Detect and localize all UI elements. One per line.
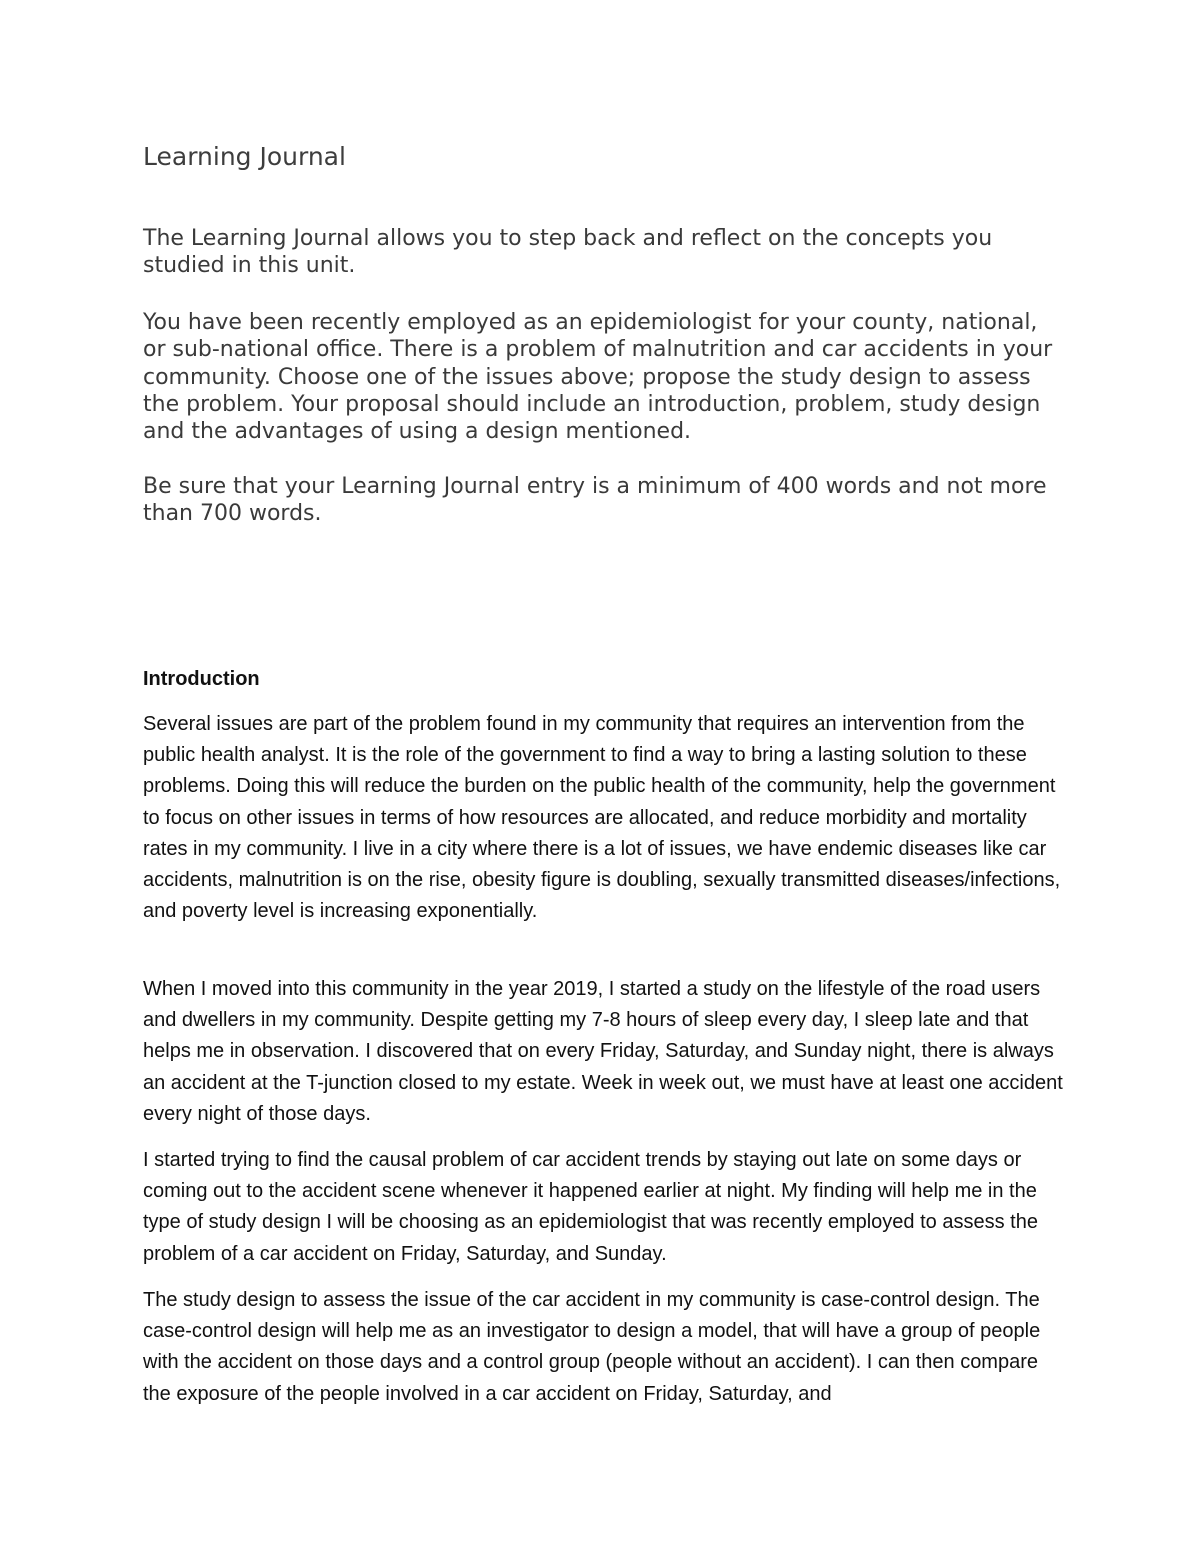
- prompt-paragraph-task: You have been recently employed as an epidemiologist for your county, national, or sub-national office. There is a problem of malnutrition and car accidents in your community. Choose one of the issues above; propose the study design to assess the problem. Your proposal should include an introduction, problem, study design and the advantages of using a design mentioned.: [143, 310, 1053, 445]
- section-heading-introduction: Introduction: [143, 668, 260, 690]
- body-paragraph: The study design to assess the issue of the car accident in my community is case-control design. The case-control design will help me as an investigator to design a model, that will have a group of people with the accident on those days and a control group (people without an accident). I can then compare the exposure of the people involved in a car accident on Friday, Saturday, and: [143, 1289, 1041, 1405]
- body-paragraph: When I moved into this community in the year 2019, I started a study on the lifestyle of the road users and dwellers in my community. Despite getting my 7-8 hours of sleep every day, I sleep late and that helps me in observation. I discovered that on every Friday, Saturday, and Sunday night, there is always an accident at the T-junction closed to my estate. Week in week out, we must have at least one accident every night of those days.: [143, 978, 1063, 1125]
- body-paragraph: I started trying to find the causal problem of car accident trends by staying out late on some days or coming out to the accident scene whenever it happened earlier at night. My finding will help me in the type of study design I will be choosing as an epidemiologist that was recently employed to assess the problem of a car accident on Friday, Saturday, and Sunday.: [143, 1149, 1038, 1265]
- body-paragraph: Several issues are part of the problem found in my community that requires an intervention from the public health analyst. It is the role of the government to find a way to bring a lasting solution to these problems. Doing this will reduce the burden on the public health of the community, help the government to focus on other issues in terms of how resources are allocated, and reduce morbidity and mortality rates in my community. I live in a city where there is a lot of issues, we have endemic diseases like car accidents, malnutrition is on the rise, obesity figure is doubling, sexually transmitted diseases/infections, and poverty level is increasing exponentially.: [143, 713, 1061, 923]
- page-title: Learning Journal: [143, 142, 346, 171]
- prompt-paragraph-intro: The Learning Journal allows you to step back and reflect on the concepts you studied in this unit.: [143, 226, 993, 279]
- prompt-paragraph-word-limit: Be sure that your Learning Journal entry is a minimum of 400 words and not more than 700 words.: [143, 474, 1047, 527]
